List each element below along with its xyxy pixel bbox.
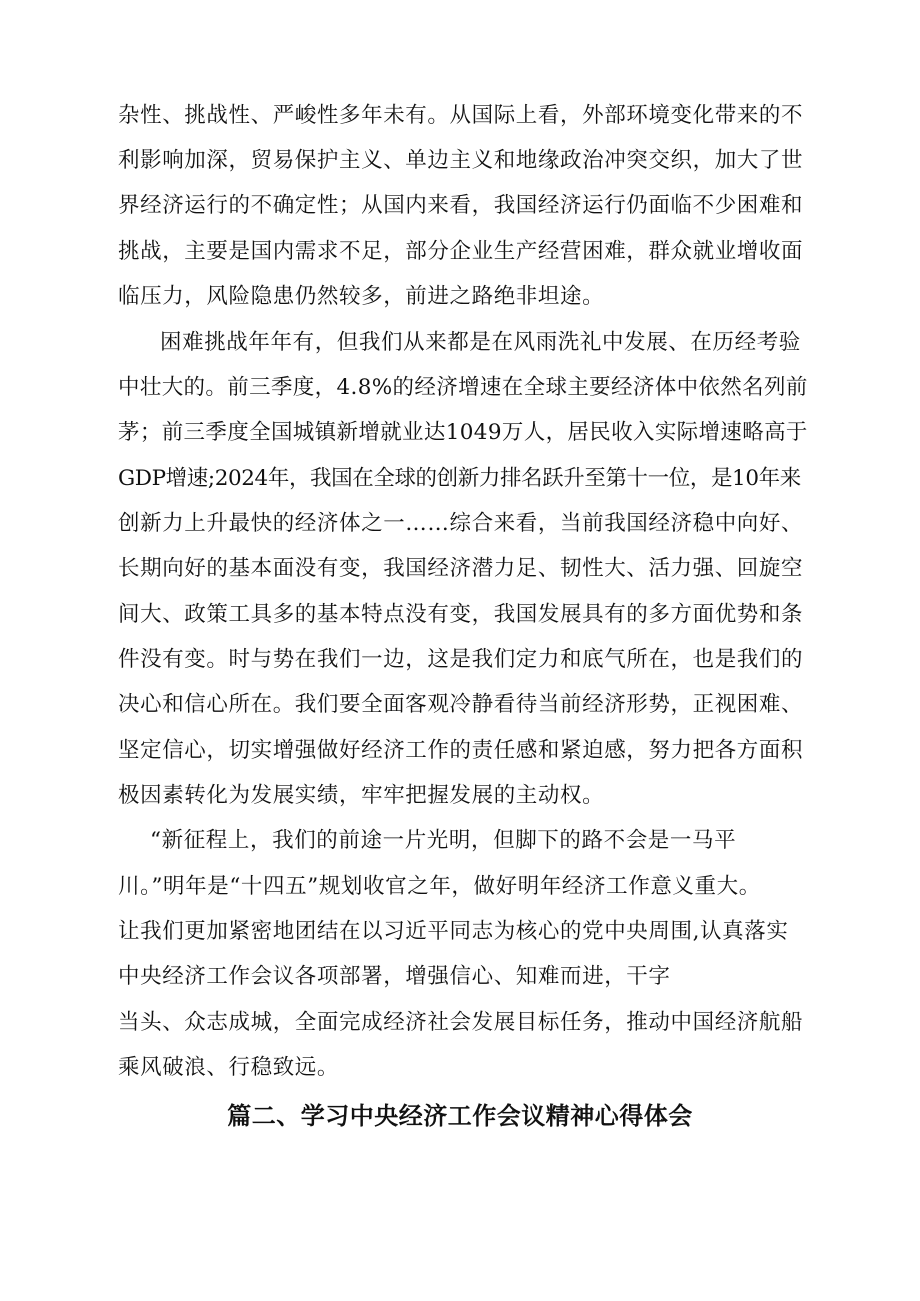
text-line: 乘风破浪、行稳致远。 xyxy=(118,1055,340,1080)
text-line: 创新力上升最快的经济体之一……综合来看，当前我国经济稳中向好、 xyxy=(118,511,804,536)
text-line: 茅；前三季度全国城镇新增就业达1049万人，居民收入实际增速略高于 xyxy=(118,420,808,445)
text-line: 件没有变。时与势在我们一边，这是我们定力和底气所在，也是我们的 xyxy=(118,647,804,672)
text-line: GDP增速;2024年，我国在全球的创新力排名跃升至第十一位，是10年来 xyxy=(118,466,801,491)
text-line: 中央经济工作会议各项部署，增强信心、知难而进，干字 xyxy=(118,964,671,989)
text-line: 利影响加深，贸易保护主义、单边主义和地缘政治冲突交织，加大了世 xyxy=(118,148,804,173)
text-line: 当头、众志成城，全面完成经济社会发展目标任务，推动中国经济航船 xyxy=(118,1010,804,1035)
text-line: 界经济运行的不确定性；从国内来看，我国经济运行仍面临不少困难和 xyxy=(118,193,804,218)
text-line: 川。”明年是“十四五”规划收官之年，做好明年经济工作意义重大。 xyxy=(118,874,761,899)
text-line: 困难挑战年年有，但我们从来都是在风雨洗礼中发展、在历经考验 xyxy=(160,330,801,355)
text-line: 杂性、挑战性、严峻性多年未有。从国际上看，外部环境变化带来的不 xyxy=(118,103,804,128)
text-line: “新征程上，我们的前途一片光明，但脚下的路不会是一马平 xyxy=(150,828,737,853)
text-line: 长期向好的基本面没有变，我国经济潜力足、韧性大、活力强、回旋空 xyxy=(118,556,804,581)
text-line: 让我们更加紧密地团结在以习近平同志为核心的党中央周围,认真落实 xyxy=(118,919,789,944)
text-line: 挑战，主要是国内需求不足，部分企业生产经营困难，群众就业增收面 xyxy=(118,239,804,264)
text-line: 中壮大的。前三季度，4.8%的经济增速在全球主要经济体中依然名列前 xyxy=(118,375,808,400)
text-line: 临压力，风险隐患仍然较多，前进之路绝非坦途。 xyxy=(118,284,605,309)
text-line: 决心和信心所在。我们要全面客观冷静看待当前经济形势，正视困难、 xyxy=(118,692,804,717)
text-line: 间大、政策工具多的基本特点没有变，我国发展具有的多方面优势和条 xyxy=(118,602,804,627)
section-heading: 篇二、学习中央经济工作会议精神心得体会 xyxy=(227,1102,693,1130)
text-line: 坚定信心，切实增强做好经济工作的责任感和紧迫感，努力把各方面积 xyxy=(118,738,804,763)
text-line: 极因素转化为发展实绩，牢牢把握发展的主动权。 xyxy=(118,783,605,808)
